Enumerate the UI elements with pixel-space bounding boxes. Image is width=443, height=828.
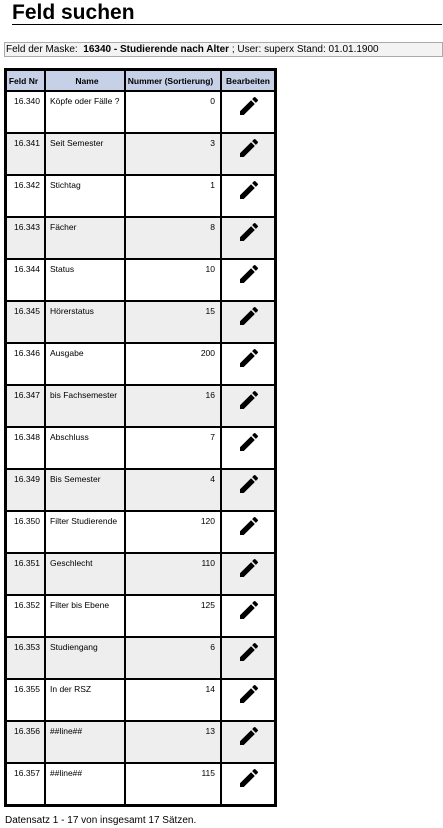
cell-bearbeiten xyxy=(221,175,275,217)
cell-name: Geschlecht xyxy=(45,553,125,595)
cell-feld-nr: 16.348 xyxy=(6,427,45,469)
table-row xyxy=(6,679,275,721)
cell-name: ##line## xyxy=(45,763,125,805)
cell-name: Status xyxy=(45,259,125,301)
header-feld-nr: Feld Nr xyxy=(6,70,45,91)
cell-nummer-sortierung: 0 xyxy=(125,91,221,133)
cell-bearbeiten xyxy=(221,721,275,763)
cell-bearbeiten xyxy=(221,637,275,679)
cell-feld-nr: 16.343 xyxy=(6,217,45,259)
table-row xyxy=(6,343,275,385)
cell-name: In der RSZ xyxy=(45,679,125,721)
cell-feld-nr: 16.342 xyxy=(6,175,45,217)
pencil-icon[interactable] xyxy=(237,220,261,244)
cell-feld-nr: 16.350 xyxy=(6,511,45,553)
cell-nummer-sortierung: 110 xyxy=(125,553,221,595)
cell-bearbeiten xyxy=(221,427,275,469)
cell-nummer-sortierung: 1 xyxy=(125,175,221,217)
cell-nummer-sortierung: 15 xyxy=(125,301,221,343)
table-row xyxy=(6,385,275,427)
pencil-icon[interactable] xyxy=(237,682,261,706)
table-row xyxy=(6,91,275,133)
cell-feld-nr: 16.351 xyxy=(6,553,45,595)
table-row xyxy=(6,217,275,259)
cell-bearbeiten xyxy=(221,595,275,637)
cell-name: Seit Semester xyxy=(45,133,125,175)
user-stand-text: ; User: superx Stand: 01.01.1900 xyxy=(231,44,379,55)
cell-name: Abschluss xyxy=(45,427,125,469)
table-row xyxy=(6,595,275,637)
cell-name: Bis Semester xyxy=(45,469,125,511)
pencil-icon[interactable] xyxy=(237,766,261,790)
table-row xyxy=(6,763,275,805)
cell-nummer-sortierung: 125 xyxy=(125,595,221,637)
cell-name: Köpfe oder Fälle ? xyxy=(45,91,125,133)
cell-feld-nr: 16.344 xyxy=(6,259,45,301)
cell-nummer-sortierung: 6 xyxy=(125,637,221,679)
cell-bearbeiten xyxy=(221,91,275,133)
cell-bearbeiten xyxy=(221,301,275,343)
pencil-icon[interactable] xyxy=(237,640,261,664)
cell-bearbeiten xyxy=(221,553,275,595)
record-count: Datensatz 1 - 17 von insgesamt 17 Sätzen. xyxy=(5,815,197,826)
table-row xyxy=(6,133,275,175)
mask-info-bar xyxy=(4,42,443,57)
cell-feld-nr: 16.349 xyxy=(6,469,45,511)
table-row xyxy=(6,721,275,763)
cell-bearbeiten xyxy=(221,385,275,427)
cell-feld-nr: 16.355 xyxy=(6,679,45,721)
table-row xyxy=(6,301,275,343)
cell-bearbeiten xyxy=(221,511,275,553)
cell-bearbeiten xyxy=(221,763,275,805)
pencil-icon[interactable] xyxy=(237,346,261,370)
mask-label: Feld der Maske: xyxy=(6,44,78,55)
cell-bearbeiten xyxy=(221,679,275,721)
pencil-icon[interactable] xyxy=(237,556,261,580)
mask-name: 16340 - Studierende nach Alter xyxy=(83,44,230,55)
cell-name: Filter Studierende xyxy=(45,511,125,553)
cell-name: Stichtag xyxy=(45,175,125,217)
cell-feld-nr: 16.341 xyxy=(6,133,45,175)
pencil-icon[interactable] xyxy=(237,514,261,538)
cell-nummer-sortierung: 120 xyxy=(125,511,221,553)
pencil-icon[interactable] xyxy=(237,94,261,118)
cell-feld-nr: 16.352 xyxy=(6,595,45,637)
cell-name: Filter bis Ebene xyxy=(45,595,125,637)
cell-feld-nr: 16.347 xyxy=(6,385,45,427)
field-table xyxy=(4,68,277,807)
cell-feld-nr: 16.346 xyxy=(6,343,45,385)
pencil-icon[interactable] xyxy=(237,430,261,454)
cell-nummer-sortierung: 13 xyxy=(125,721,221,763)
cell-name: Fächer xyxy=(45,217,125,259)
cell-feld-nr: 16.345 xyxy=(6,301,45,343)
cell-nummer-sortierung: 3 xyxy=(125,133,221,175)
pencil-icon[interactable] xyxy=(237,178,261,202)
cell-nummer-sortierung: 200 xyxy=(125,343,221,385)
table-row xyxy=(6,511,275,553)
cell-nummer-sortierung: 16 xyxy=(125,385,221,427)
cell-bearbeiten xyxy=(221,343,275,385)
table-row xyxy=(6,553,275,595)
header-bearbeiten: Bearbeiten xyxy=(221,70,275,91)
cell-feld-nr: 16.356 xyxy=(6,721,45,763)
table-header-row xyxy=(6,70,275,91)
table-row xyxy=(6,259,275,301)
cell-feld-nr: 16.353 xyxy=(6,637,45,679)
pencil-icon[interactable] xyxy=(237,472,261,496)
cell-bearbeiten xyxy=(221,259,275,301)
pencil-icon[interactable] xyxy=(237,304,261,328)
cell-name: Studiengang xyxy=(45,637,125,679)
pencil-icon[interactable] xyxy=(237,388,261,412)
pencil-icon[interactable] xyxy=(237,262,261,286)
pencil-icon[interactable] xyxy=(237,724,261,748)
cell-name: ##line## xyxy=(45,721,125,763)
cell-bearbeiten xyxy=(221,133,275,175)
cell-nummer-sortierung: 14 xyxy=(125,679,221,721)
cell-bearbeiten xyxy=(221,469,275,511)
cell-nummer-sortierung: 4 xyxy=(125,469,221,511)
header-nummer-sortierung: Nummer (Sortierung) xyxy=(125,70,221,91)
cell-bearbeiten xyxy=(221,217,275,259)
cell-name: Ausgabe xyxy=(45,343,125,385)
pencil-icon[interactable] xyxy=(237,598,261,622)
table-row xyxy=(6,175,275,217)
cell-nummer-sortierung: 115 xyxy=(125,763,221,805)
cell-name: Hörerstatus xyxy=(45,301,125,343)
table-row xyxy=(6,427,275,469)
cell-name: bis Fachsemester xyxy=(45,385,125,427)
table-row xyxy=(6,469,275,511)
cell-feld-nr: 16.340 xyxy=(6,91,45,133)
cell-nummer-sortierung: 7 xyxy=(125,427,221,469)
cell-nummer-sortierung: 10 xyxy=(125,259,221,301)
header-name: Name xyxy=(45,70,125,91)
table-row xyxy=(6,637,275,679)
page-title: Feld suchen xyxy=(12,0,442,25)
cell-feld-nr: 16.357 xyxy=(6,763,45,805)
pencil-icon[interactable] xyxy=(237,136,261,160)
cell-nummer-sortierung: 8 xyxy=(125,217,221,259)
